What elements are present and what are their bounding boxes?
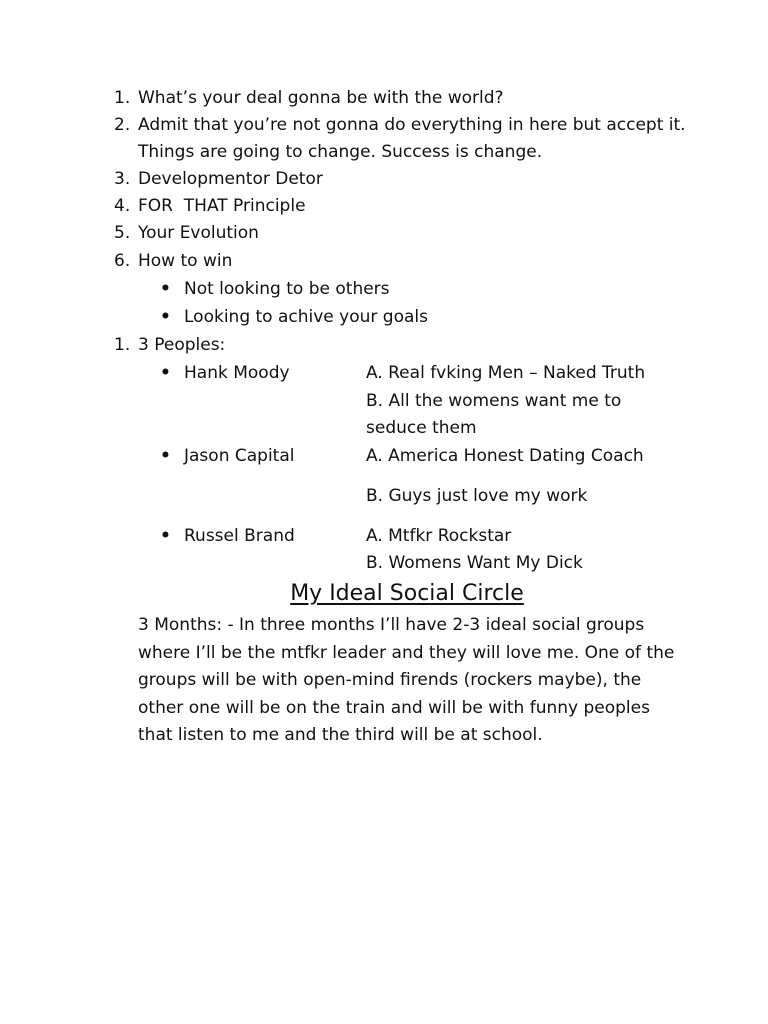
list-item-text: What’s your deal gonna be with the world? — [138, 88, 504, 108]
paragraph-line: that listen to me and the third will be at school. — [138, 725, 543, 746]
person-name: Russel Brand — [184, 526, 295, 546]
paragraph-line: other one will be on the train and will be with funny peoples — [138, 697, 650, 718]
list-item-text-continued: Things are going to change. Success is change. — [138, 142, 543, 162]
person-point-a: A. America Honest Dating Coach — [366, 446, 644, 466]
person-point-a: A. Mtfkr Rockstar — [366, 526, 512, 546]
list-number: 3. — [114, 169, 131, 189]
bullet-glyph: • — [160, 279, 171, 299]
person-point-b: B. Guys just love my work — [366, 486, 588, 506]
list-number: 4. — [114, 196, 131, 216]
list-item-text: 3 Peoples: — [138, 335, 226, 355]
section-heading: My Ideal Social Circle — [290, 581, 524, 606]
list-number: 2. — [114, 115, 131, 135]
list-item-text: Developmentor Detor — [138, 169, 323, 189]
list-number: 1. — [114, 88, 131, 108]
list-number: 1. — [114, 335, 131, 355]
person-point-b: B. All the womens want me to — [366, 391, 622, 411]
section-paragraph — [138, 612, 698, 750]
person-name: Hank Moody — [184, 363, 290, 383]
bullet-glyph: • — [160, 446, 171, 466]
list-item-text: Your Evolution — [138, 223, 259, 243]
bullet-glyph: • — [160, 526, 171, 546]
person-name: Jason Capital — [184, 446, 295, 466]
list-number: 6. — [114, 251, 131, 271]
bullet-glyph: • — [160, 307, 171, 327]
bullet-text: Not looking to be others — [184, 279, 390, 299]
bullet-text: Looking to achive your goals — [184, 307, 428, 327]
list-item-text: FOR THAT Principle — [138, 196, 306, 216]
bullet-glyph: • — [160, 363, 171, 383]
person-point-b: B. Womens Want My Dick — [366, 553, 583, 573]
paragraph-line: 3 Months: - In three months I’ll have 2-3 ideal social groups — [138, 615, 645, 635]
person-point-a: A. Real fvking Men – Naked Truth — [366, 363, 646, 383]
list-item-text: Admit that you’re not gonna do everything in here but accept it. — [138, 115, 686, 135]
list-number: 5. — [114, 223, 131, 243]
paragraph-line: groups will be with open-mind firends (rockers maybe), the — [138, 670, 642, 691]
list-item-text: How to win — [138, 251, 233, 271]
paragraph-line: where I’ll be the mtfkr leader and they will love me. One of the — [138, 642, 675, 663]
person-point-b-continued: seduce them — [366, 418, 477, 438]
